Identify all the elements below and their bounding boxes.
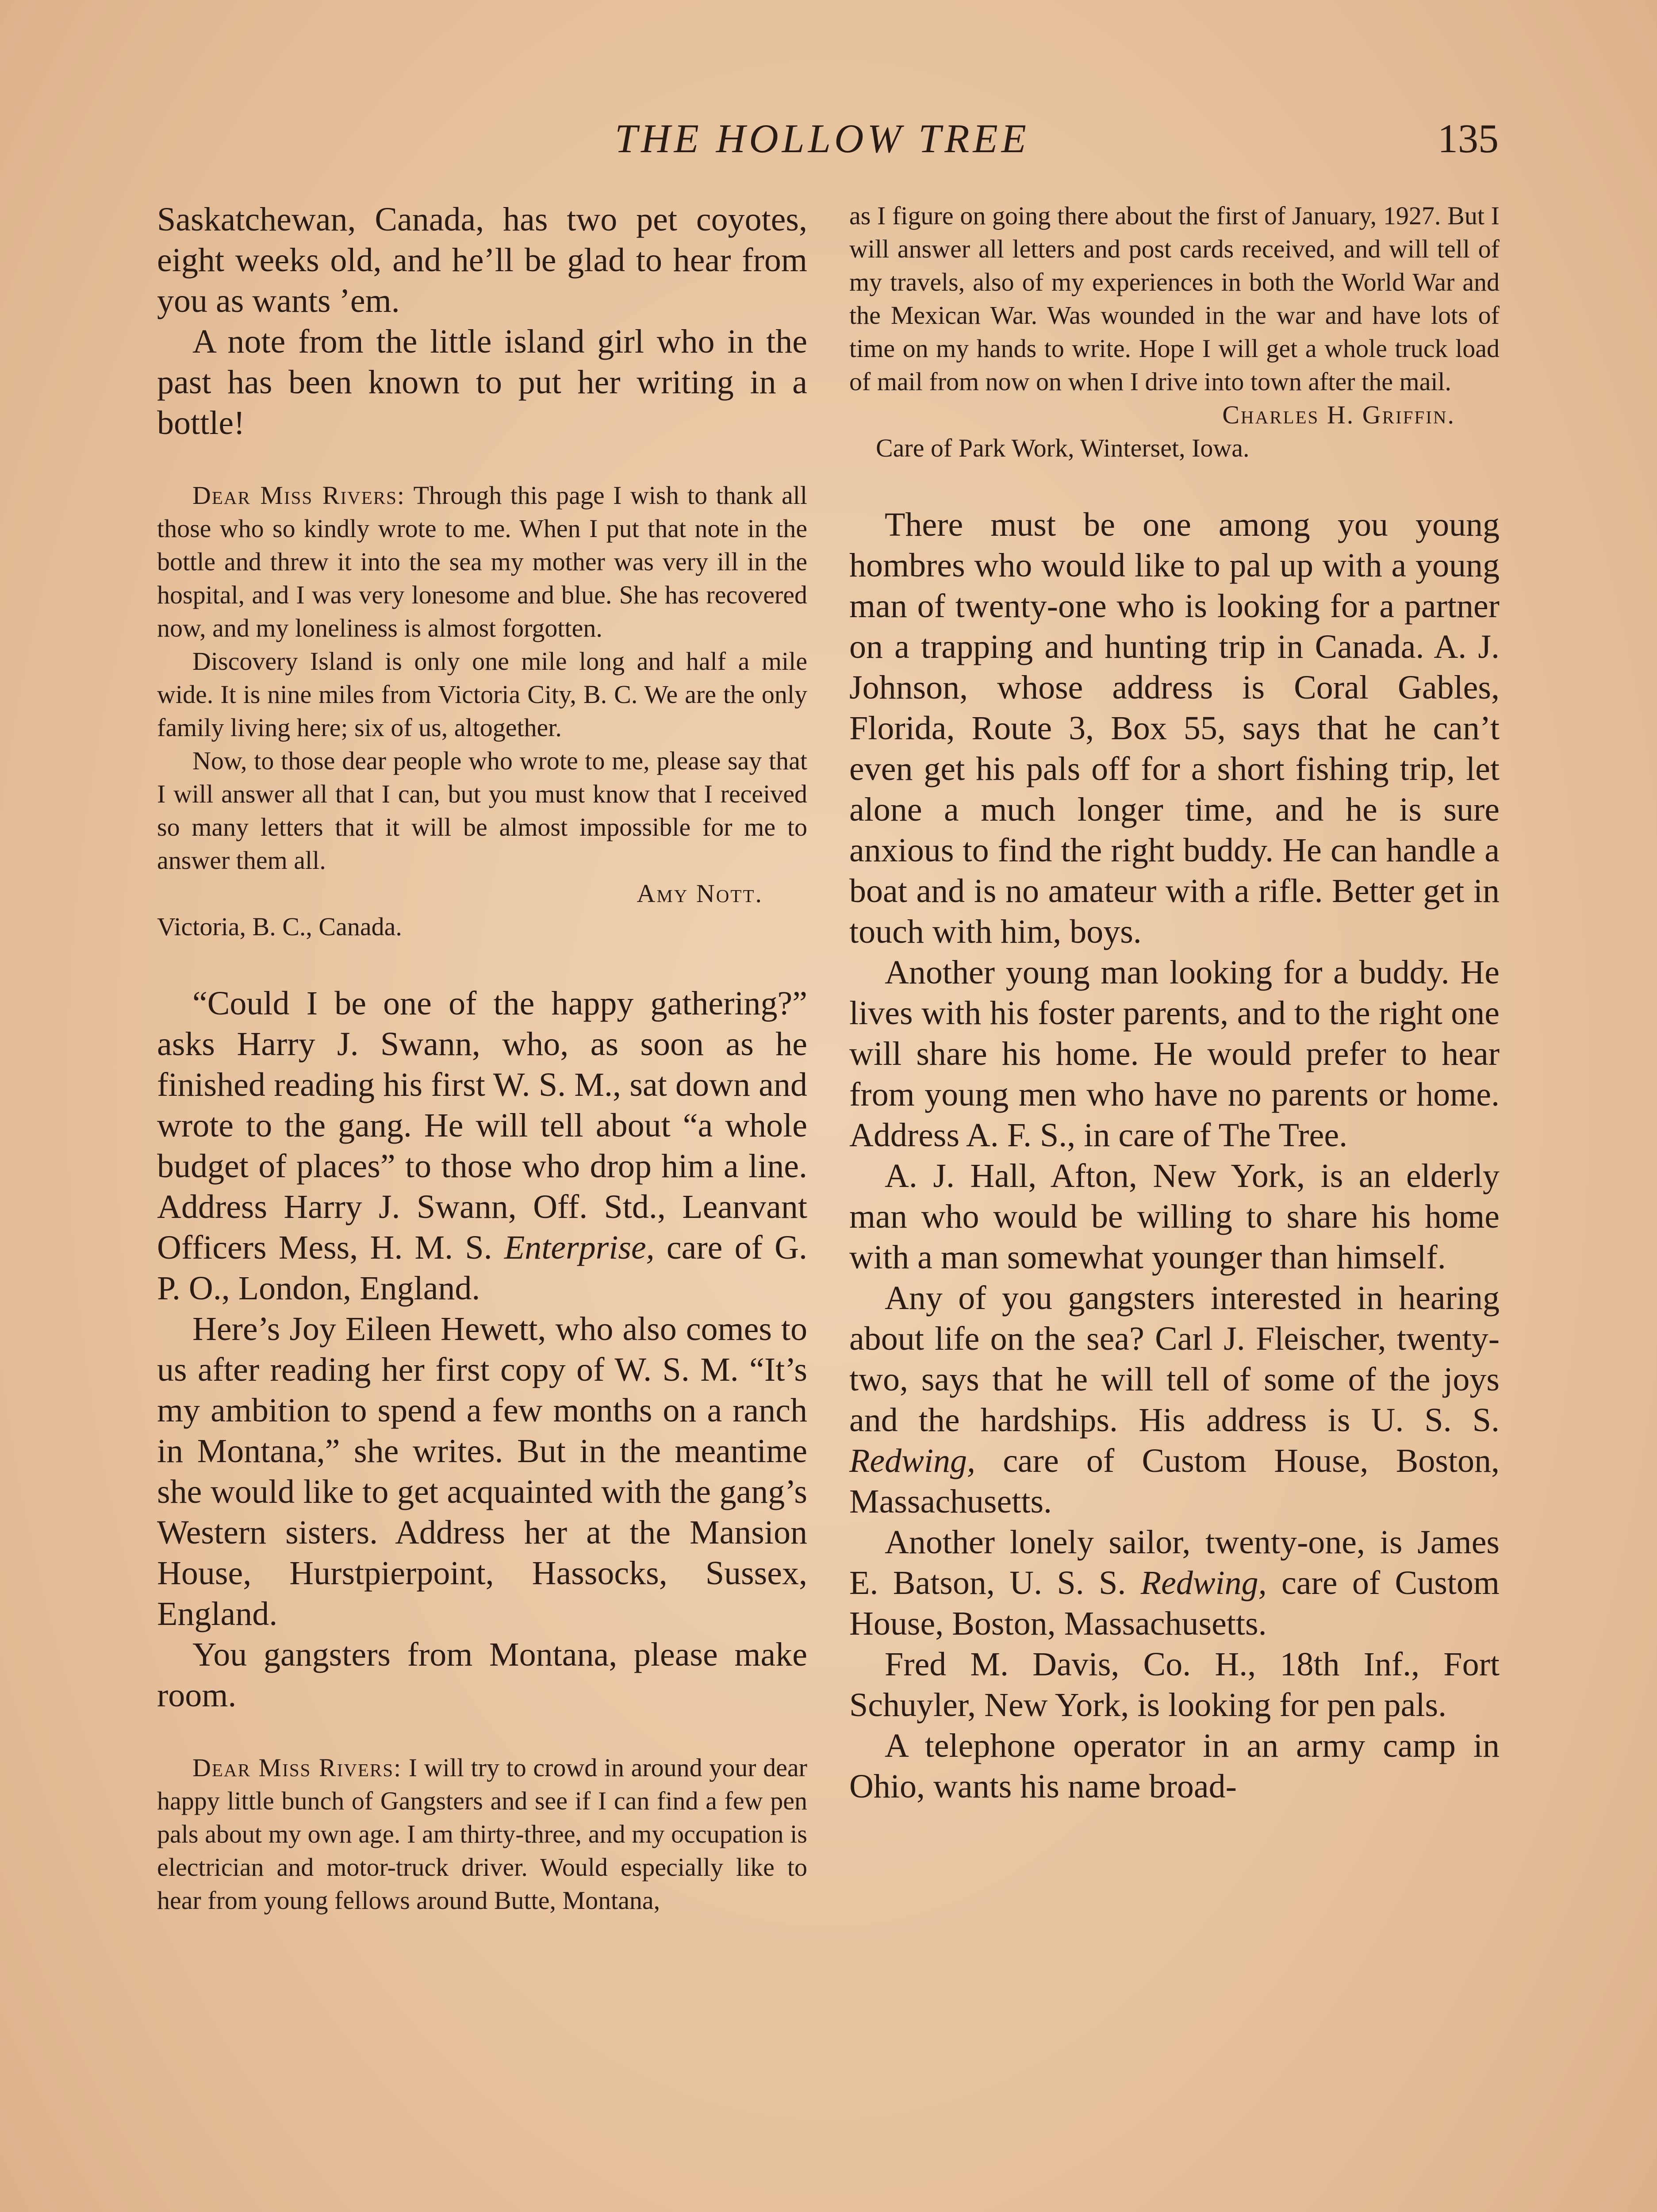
reader-letter bbox=[157, 479, 807, 943]
paragraph bbox=[849, 1278, 1500, 1522]
paragraph-text: Another lonely sailor, twenty-one, is James E. Batson, U. S. S. bbox=[849, 1524, 1500, 1601]
letter-signature: Amy Nott. bbox=[637, 879, 763, 908]
paragraph-text: care of Custom House, Boston, Massachusetts. bbox=[849, 1442, 1500, 1520]
paragraph: Saskatchewan, Canada, has two pet coyotes, eight weeks old, and he’ll be glad to hear from you as wants ’em. bbox=[157, 201, 807, 319]
reader-letter-continued bbox=[849, 199, 1500, 465]
right-column bbox=[849, 199, 1500, 1807]
ship-name: Redwing, bbox=[849, 1442, 975, 1479]
paragraph bbox=[849, 1522, 1500, 1644]
paragraph: You gangsters from Montana, please make room. bbox=[157, 1636, 807, 1714]
reader-letter bbox=[157, 1751, 807, 1917]
paragraph: A telephone operator in an army camp in Ohio, wants his name broad- bbox=[849, 1727, 1500, 1805]
ship-name: Enterprise, bbox=[504, 1229, 655, 1266]
paragraph-text: care of G. P. O., London, England. bbox=[157, 1229, 808, 1307]
letter-text: Through this page I wish to thank all those who so kindly wrote to me. When I put that note in the bottle and threw it into the sea my mother was very ill in the hospital, and I was very lonesome and blue. She has recovered now, and my loneliness is almost forgotten. bbox=[157, 481, 808, 642]
paragraph: A note from the little island girl who in the past has been known to put her writing in a bottle! bbox=[157, 323, 807, 442]
letter-text: I will try to crowd in around your dear happy little bunch of Gangsters and see if I can find a few pen pals about my own age. I am thirty-three, and my occupation is electrician and motor-truck driver. Would especially like to hear from young fellows around Butte, Montana, bbox=[157, 1753, 807, 1915]
letter-signature: Charles H. Griffin. bbox=[1222, 400, 1455, 429]
letter-text: as I figure on going there about the first of January, 1927. But I will answer all letters and post cards received, and will tell of my travels, also of my experiences in both the World War and the Mexican War. Was wounded in the war and have lots of time on my hands to write. Hope I will get a whole truck load of mail from now on when I drive into town after the mail. bbox=[849, 201, 1500, 396]
paragraph: Another young man looking for a buddy. He lives with his foster parents, and to the right one will share his home. He would prefer to hear from young men who have no parents or home. Address A. F. S., in care of The Tree. bbox=[849, 954, 1500, 1154]
paragraph: A. J. Hall, Afton, New York, is an elderly man who would be willing to share his home with a man somewhat younger than himself. bbox=[849, 1157, 1500, 1276]
running-title: THE HOLLOW TREE bbox=[615, 116, 1030, 161]
page-number: 135 bbox=[1438, 116, 1499, 161]
letter-text: Discovery Island is only one mile long and half a mile wide. It is nine miles from Victoria City, B. C. We are the only family living here; six of us, altogether. bbox=[157, 647, 807, 742]
paragraph: There must be one among you young hombres who would like to pal up with a young man of twenty-one who is looking for a partner on a trapping and hunting trip in Canada. A. J. Johnson, whose address is Coral Gables, Florida, Route 3, Box 55, says that he can’t even get his pals off for a short fishing trip, let alone a much longer time, and he is sure anxious to find the right buddy. He can handle a boat and is no amateur with a rifle. Better get in touch with him, boys. bbox=[849, 506, 1500, 950]
ship-name: Redwing, bbox=[1140, 1564, 1267, 1601]
paragraph-text: Any of you gangsters interested in hearing about life on the sea? Carl J. Fleischer, twenty-two, says that he will tell of some of the joys and the hardships. His address is U. S. S. bbox=[849, 1279, 1500, 1439]
paragraph: Here’s Joy Eileen Hewett, who also comes to us after reading her first copy of W. S. M. “It’s my ambition to spend a few months on a ranch in Montana,” she writes. But in the meantime she would like to get acquainted with the gang’s Western sisters. Address her at the Mansion House, Hurstpierpoint, Hassocks, Sussex, England. bbox=[157, 1310, 807, 1632]
letter-salutation: Dear Miss Rivers: bbox=[192, 481, 406, 510]
letter-salutation: Dear Miss Rivers: bbox=[192, 1753, 402, 1782]
paragraph bbox=[157, 983, 807, 1309]
paragraph: Fred M. Davis, Co. H., 18th Inf., Fort Schuyler, New York, is looking for pen pals. bbox=[849, 1646, 1500, 1724]
left-column bbox=[157, 199, 807, 1957]
paragraph-text: care of Custom House, Boston, Massachusetts. bbox=[849, 1564, 1500, 1642]
page-header bbox=[0, 115, 1657, 173]
letter-address: Victoria, B. C., Canada. bbox=[157, 912, 402, 941]
letter-text: Now, to those dear people who wrote to me, please say that I will answer all that I can, but you must know that I received so many letters that it will be almost impossible for me to answer them all. bbox=[157, 746, 807, 875]
letter-address: Care of Park Work, Winterset, Iowa. bbox=[876, 434, 1250, 462]
paragraph-text: “Could I be one of the happy gathering?” asks Harry J. Swann, who, as soon as he finished reading his first W. S. M., sat down and wrote to the gang. He will tell about “a whole budget of places” to those who drop him a line. Address Harry J. Swann, Off. Std., Leanvant Officers Mess, H. M. S. bbox=[157, 985, 807, 1266]
